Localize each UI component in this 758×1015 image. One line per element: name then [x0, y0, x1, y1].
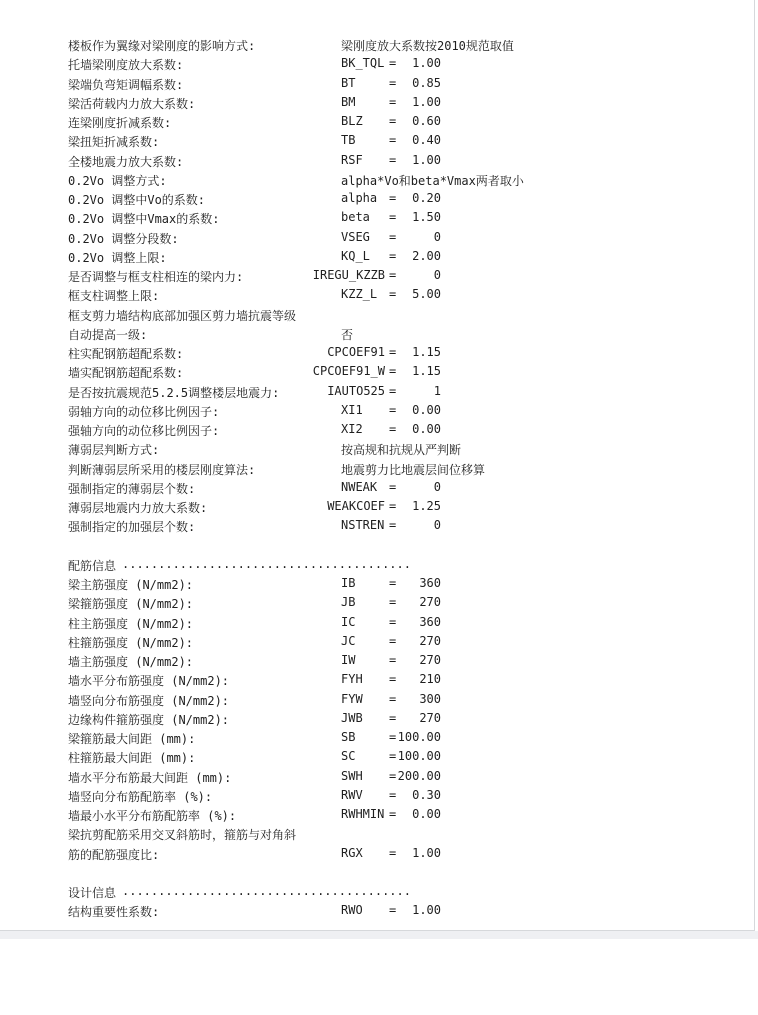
report-line: [0, 268, 754, 287]
report-line: [0, 76, 754, 95]
equals-sign: =: [389, 807, 397, 821]
param-label: 墙水平分布筋最大间距 (mm):: [68, 770, 232, 785]
param-label: 框支剪力墙结构底部加强区剪力墙抗震等级: [68, 308, 297, 323]
equals-sign: =: [389, 229, 397, 244]
report-line: [0, 191, 754, 210]
report-line: [0, 595, 754, 614]
param-symbol: WEAKCOEF: [327, 499, 385, 513]
report-line: [0, 114, 754, 133]
report-line: [0, 133, 754, 152]
equals-sign: =: [389, 672, 397, 687]
param-value: 0: [433, 268, 441, 282]
param-label: 墙竖向分布筋配筋率 (%):: [68, 789, 213, 804]
report-line: [0, 56, 754, 75]
report-line: [0, 307, 754, 326]
param-symbol: XI2: [341, 422, 363, 436]
param-symbol: KQ_L: [341, 248, 370, 263]
param-symbol: CPCOEF91_W: [312, 364, 385, 379]
report-line: [0, 903, 754, 922]
param-value: 200.00: [397, 768, 441, 783]
param-value: 1.00: [412, 56, 441, 71]
param-label: 墙最小水平分布筋配筋率 (%):: [68, 809, 237, 823]
report-line: [0, 672, 754, 691]
report-line: [0, 615, 754, 634]
param-value: 0.85: [412, 75, 441, 90]
report-line: [0, 518, 754, 537]
param-symbol: JC: [341, 633, 356, 648]
param-text-value: 梁刚度放大系数按2010规范取值: [341, 39, 514, 53]
equals-sign: =: [389, 152, 397, 167]
param-text-value: alpha*Vo和beta*Vmax两者取小: [341, 173, 524, 188]
param-symbol: RWO: [341, 903, 363, 918]
report-line: [0, 422, 754, 441]
param-label: 楼板作为翼缘对梁刚度的影响方式:: [68, 39, 256, 53]
dotted-leader: ........................................: [122, 556, 411, 571]
param-text-value: 按高规和抗规从严判断: [341, 443, 462, 458]
param-value: 0.00: [412, 807, 441, 821]
report-line: [0, 461, 754, 480]
param-symbol: RWHMIN: [341, 807, 385, 821]
param-symbol: KZZ_L: [341, 287, 378, 302]
report-body: [0, 37, 754, 923]
equals-sign: =: [389, 614, 397, 629]
equals-sign: =: [389, 210, 397, 225]
param-value: 2.00: [412, 248, 441, 263]
report-line: [0, 538, 754, 557]
param-label: 墙竖向分布筋强度 (N/mm2):: [68, 693, 230, 708]
param-value: 270: [419, 710, 441, 725]
equals-sign: =: [389, 845, 397, 860]
param-symbol: BLZ: [341, 114, 363, 128]
param-value: 5.00: [412, 287, 441, 302]
param-symbol: JB: [341, 595, 356, 610]
report-line: [0, 634, 754, 653]
param-symbol: CPCOEF91: [327, 345, 385, 359]
equals-sign: =: [389, 653, 397, 667]
param-symbol: TB: [341, 133, 356, 148]
param-value: 0.40: [412, 133, 441, 148]
param-value: 100.00: [397, 749, 441, 764]
param-symbol: IB: [341, 576, 356, 590]
equals-sign: =: [389, 576, 397, 590]
param-label: 是否按抗震规范5.2.5调整楼层地震力:: [68, 385, 280, 400]
param-label: 边缘构件箍筋强度 (N/mm2):: [68, 712, 230, 727]
param-symbol: FYW: [341, 691, 363, 706]
report-line: [0, 749, 754, 768]
param-label: 强制指定的薄弱层个数:: [68, 481, 196, 496]
param-label: 全楼地震力放大系数:: [68, 154, 184, 169]
param-label: 0.2Vo 调整上限:: [68, 250, 167, 265]
param-value: 360: [419, 614, 441, 629]
param-symbol: NSTREN: [341, 518, 385, 533]
equals-sign: =: [389, 56, 397, 71]
report-line: [0, 95, 754, 114]
equals-sign: =: [389, 402, 397, 417]
param-symbol: FYH: [341, 672, 363, 687]
param-label: 柱实配钢筋超配系数:: [68, 347, 184, 361]
param-symbol: RWV: [341, 787, 363, 802]
param-value: 1.15: [412, 345, 441, 359]
param-symbol: VSEG: [341, 229, 370, 244]
param-value: 210: [419, 672, 441, 687]
param-value: 1.00: [412, 152, 441, 167]
report-line: [0, 846, 754, 865]
equals-sign: =: [389, 114, 397, 128]
equals-sign: =: [389, 75, 397, 90]
equals-sign: =: [389, 248, 397, 263]
report-line: [0, 210, 754, 229]
param-symbol: RSF: [341, 152, 363, 167]
equals-sign: =: [389, 191, 397, 205]
param-value: 0.30: [412, 787, 441, 802]
param-symbol: IW: [341, 653, 356, 667]
param-symbol: SWH: [341, 768, 363, 783]
report-line: [0, 345, 754, 364]
param-label: 配筋信息: [68, 558, 117, 573]
report-line: [0, 37, 754, 56]
param-label: 梁箍筋最大间距 (mm):: [68, 732, 196, 746]
page-bottom-margin: [0, 931, 758, 939]
report-line: [0, 711, 754, 730]
param-symbol: IREGU_KZZB: [312, 268, 385, 282]
report-line: [0, 576, 754, 595]
param-label: 连梁刚度折减系数:: [68, 116, 172, 130]
equals-sign: =: [389, 633, 397, 648]
param-label: 0.2Vo 调整中Vo的系数:: [68, 193, 206, 207]
param-value: 1.00: [412, 94, 441, 109]
equals-sign: =: [389, 479, 397, 494]
param-label: 梁端负弯矩调幅系数:: [68, 77, 184, 92]
param-symbol: RGX: [341, 845, 363, 860]
param-label: 梁扭矩折减系数:: [68, 135, 160, 150]
param-value: 0.00: [412, 422, 441, 436]
param-value: 270: [419, 595, 441, 610]
equals-sign: =: [389, 345, 397, 359]
param-value: 0: [433, 479, 441, 494]
param-value: 0: [433, 518, 441, 533]
param-symbol: SB: [341, 730, 356, 744]
report-line: [0, 730, 754, 749]
param-symbol: BM: [341, 94, 356, 109]
equals-sign: =: [389, 287, 397, 302]
report-line: [0, 653, 754, 672]
equals-sign: =: [389, 710, 397, 725]
equals-sign: =: [389, 749, 397, 764]
param-value: 0.00: [412, 402, 441, 417]
report-line: [0, 826, 754, 845]
equals-sign: =: [389, 499, 397, 513]
param-label: 墙主筋强度 (N/mm2):: [68, 655, 194, 669]
param-label: 梁活荷载内力放大系数:: [68, 96, 196, 111]
equals-sign: =: [389, 94, 397, 109]
param-symbol: SC: [341, 749, 356, 764]
report-line: [0, 557, 754, 576]
param-text-value: 否: [341, 327, 354, 342]
param-label: 薄弱层判断方式:: [68, 443, 160, 458]
param-symbol: BT: [341, 75, 356, 90]
param-label: 0.2Vo 调整方式:: [68, 173, 167, 188]
param-symbol: alpha: [341, 191, 378, 205]
equals-sign: =: [389, 730, 397, 744]
param-symbol: beta: [341, 210, 370, 225]
report-line: [0, 884, 754, 903]
param-value: 1.15: [412, 364, 441, 379]
param-value: 270: [419, 633, 441, 648]
equals-sign: =: [389, 691, 397, 706]
report-line: [0, 326, 754, 345]
param-text-value: 地震剪力比地震层间位移算: [341, 462, 486, 477]
report-line: [0, 153, 754, 172]
param-label: 是否调整与框支柱相连的梁内力:: [68, 270, 244, 284]
report-line: [0, 384, 754, 403]
equals-sign: =: [389, 383, 397, 398]
report-line: [0, 441, 754, 460]
equals-sign: =: [389, 268, 397, 282]
param-label: 弱轴方向的动位移比例因子:: [68, 404, 220, 419]
param-symbol: IAUTO525: [327, 383, 385, 398]
equals-sign: =: [389, 595, 397, 610]
param-label: 框支柱调整上限:: [68, 289, 160, 304]
param-label: 薄弱层地震内力放大系数:: [68, 501, 208, 515]
param-label: 判断薄弱层所采用的楼层刚度算法:: [68, 462, 256, 477]
param-label: 柱箍筋强度 (N/mm2):: [68, 635, 194, 650]
param-label: 自动提高一级:: [68, 327, 148, 342]
param-label: 结构重要性系数:: [68, 905, 160, 920]
param-label: 梁箍筋强度 (N/mm2):: [68, 597, 194, 612]
equals-sign: =: [389, 903, 397, 918]
equals-sign: =: [389, 364, 397, 379]
param-symbol: BK_TQL: [341, 56, 385, 71]
param-value: 100.00: [397, 730, 441, 744]
param-label: 强制指定的加强层个数:: [68, 520, 196, 535]
param-label: 柱主筋强度 (N/mm2):: [68, 616, 194, 631]
param-value: 1.25: [412, 499, 441, 513]
param-value: 1.00: [412, 845, 441, 860]
param-value: 0.20: [412, 191, 441, 205]
equals-sign: =: [389, 133, 397, 148]
report-line: [0, 230, 754, 249]
report-line: [0, 788, 754, 807]
param-label: 柱箍筋最大间距 (mm):: [68, 751, 196, 766]
param-value: 270: [419, 653, 441, 667]
param-label: 0.2Vo 调整分段数:: [68, 231, 179, 246]
param-label: 强轴方向的动位移比例因子:: [68, 424, 220, 438]
report-line: [0, 499, 754, 518]
equals-sign: =: [389, 787, 397, 802]
param-label: 墙实配钢筋超配系数:: [68, 366, 184, 381]
report-line: [0, 403, 754, 422]
param-label: 设计信息: [68, 886, 117, 900]
equals-sign: =: [389, 422, 397, 436]
param-label: 0.2Vo 调整中Vmax的系数:: [68, 212, 220, 227]
report-line: [0, 769, 754, 788]
param-label: 托墙梁刚度放大系数:: [68, 58, 184, 73]
report-line: [0, 364, 754, 383]
param-label: 筋的配筋强度比:: [68, 847, 160, 862]
param-symbol: XI1: [341, 402, 363, 417]
param-label: 梁主筋强度 (N/mm2):: [68, 578, 194, 592]
equals-sign: =: [389, 518, 397, 533]
report-line: [0, 865, 754, 884]
param-value: 1.50: [412, 210, 441, 225]
report-line: [0, 480, 754, 499]
dotted-leader: ........................................: [122, 884, 411, 898]
report-line: [0, 692, 754, 711]
param-symbol: NWEAK: [341, 479, 378, 494]
param-value: 0.60: [412, 114, 441, 128]
param-label: 墙水平分布筋强度 (N/mm2):: [68, 674, 230, 689]
report-line: [0, 249, 754, 268]
param-symbol: JWB: [341, 710, 363, 725]
report-line: [0, 807, 754, 826]
param-value: 1: [433, 383, 441, 398]
report-line: [0, 287, 754, 306]
param-value: 1.00: [412, 903, 441, 918]
report-line: [0, 172, 754, 191]
param-value: 360: [419, 576, 441, 590]
param-label: 梁抗剪配筋采用交叉斜筋时，箍筋与对角斜: [68, 828, 297, 843]
param-value: 0: [433, 229, 441, 244]
param-value: 300: [419, 691, 441, 706]
equals-sign: =: [389, 768, 397, 783]
param-symbol: IC: [341, 614, 356, 629]
